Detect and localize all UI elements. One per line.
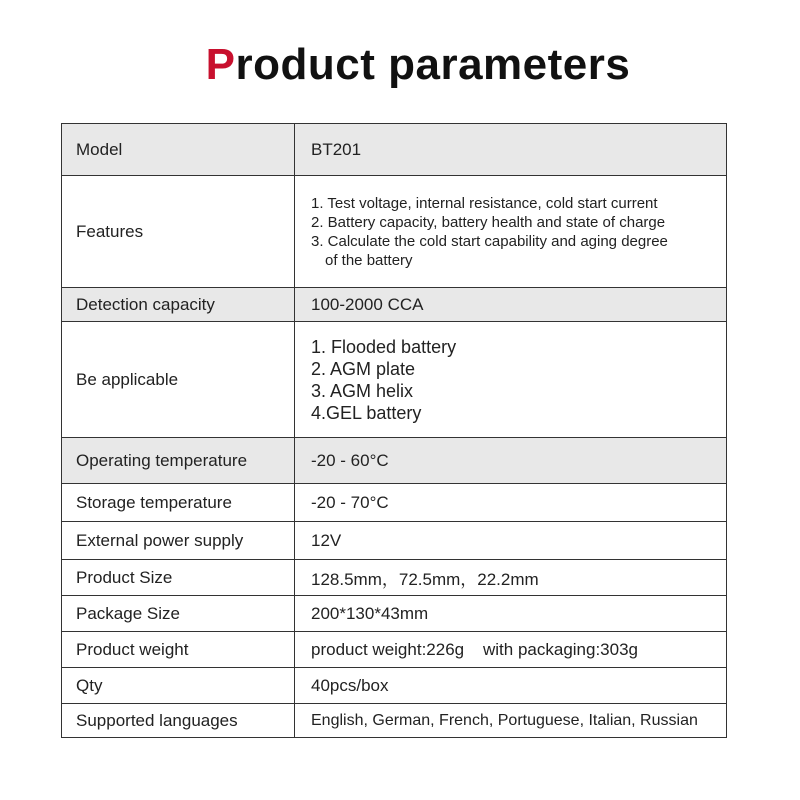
feature-line: 3. Calculate the cold start capability and aging degree: [311, 232, 668, 250]
row-label: Product Size: [62, 560, 295, 596]
row-label: Be applicable: [62, 322, 295, 438]
title-rest: roduct parameters: [235, 40, 631, 89]
table-row-applicable: [62, 322, 727, 438]
row-value: 128.5mm，72.5mm，22.2mm: [295, 560, 727, 596]
row-label: External power supply: [62, 522, 295, 560]
row-label: Detection capacity: [62, 288, 295, 322]
row-label: Product weight: [62, 632, 295, 668]
row-label: Qty: [62, 668, 295, 704]
parameters-table: [61, 123, 727, 738]
feature-line: 2. Battery capacity, battery health and state of charge: [311, 213, 666, 231]
table-row-qty: [62, 668, 727, 704]
applicable-line: 2. AGM plate: [311, 358, 416, 379]
row-value: BT201: [295, 124, 727, 176]
table-row-package-size: [62, 596, 727, 632]
row-label: Storage temperature: [62, 484, 295, 522]
table-row-languages: [62, 704, 727, 738]
row-value: -20 - 70°C: [295, 484, 727, 522]
table-row-features: [62, 176, 727, 288]
table-row-power: [62, 522, 727, 560]
table-row-product-size: [62, 560, 727, 596]
table-row-weight: [62, 632, 727, 668]
title-first-letter: P: [205, 40, 236, 89]
applicable-line: 4.GEL battery: [311, 402, 422, 423]
feature-line: 1. Test voltage, internal resistance, cold start current: [311, 194, 658, 212]
row-value: 200*130*43mm: [295, 596, 727, 632]
applicable-line: 3. AGM helix: [311, 380, 414, 401]
row-value: 12V: [295, 522, 727, 560]
table-row-storage-temp: [62, 484, 727, 522]
table-row-model: [62, 124, 727, 176]
row-value: 40pcs/box: [295, 668, 727, 704]
row-value: [295, 322, 727, 438]
row-value: English, German, French, Portuguese, Italian, Russian: [295, 704, 727, 738]
row-label: Operating temperature: [62, 438, 295, 484]
row-value: product weight:226g with packaging:303g: [295, 632, 727, 668]
page-title: [0, 40, 800, 90]
row-label: Supported languages: [62, 704, 295, 738]
row-value: 100-2000 CCA: [295, 288, 727, 322]
row-value: -20 - 60°C: [295, 438, 727, 484]
row-label: Package Size: [62, 596, 295, 632]
feature-line: of the battery: [325, 251, 413, 269]
row-label: Features: [62, 176, 295, 288]
row-label: Model: [62, 124, 295, 176]
row-value: [295, 176, 727, 288]
table-row-detection: [62, 288, 727, 322]
applicable-line: 1. Flooded battery: [311, 336, 457, 357]
table-row-operating-temp: [62, 438, 727, 484]
